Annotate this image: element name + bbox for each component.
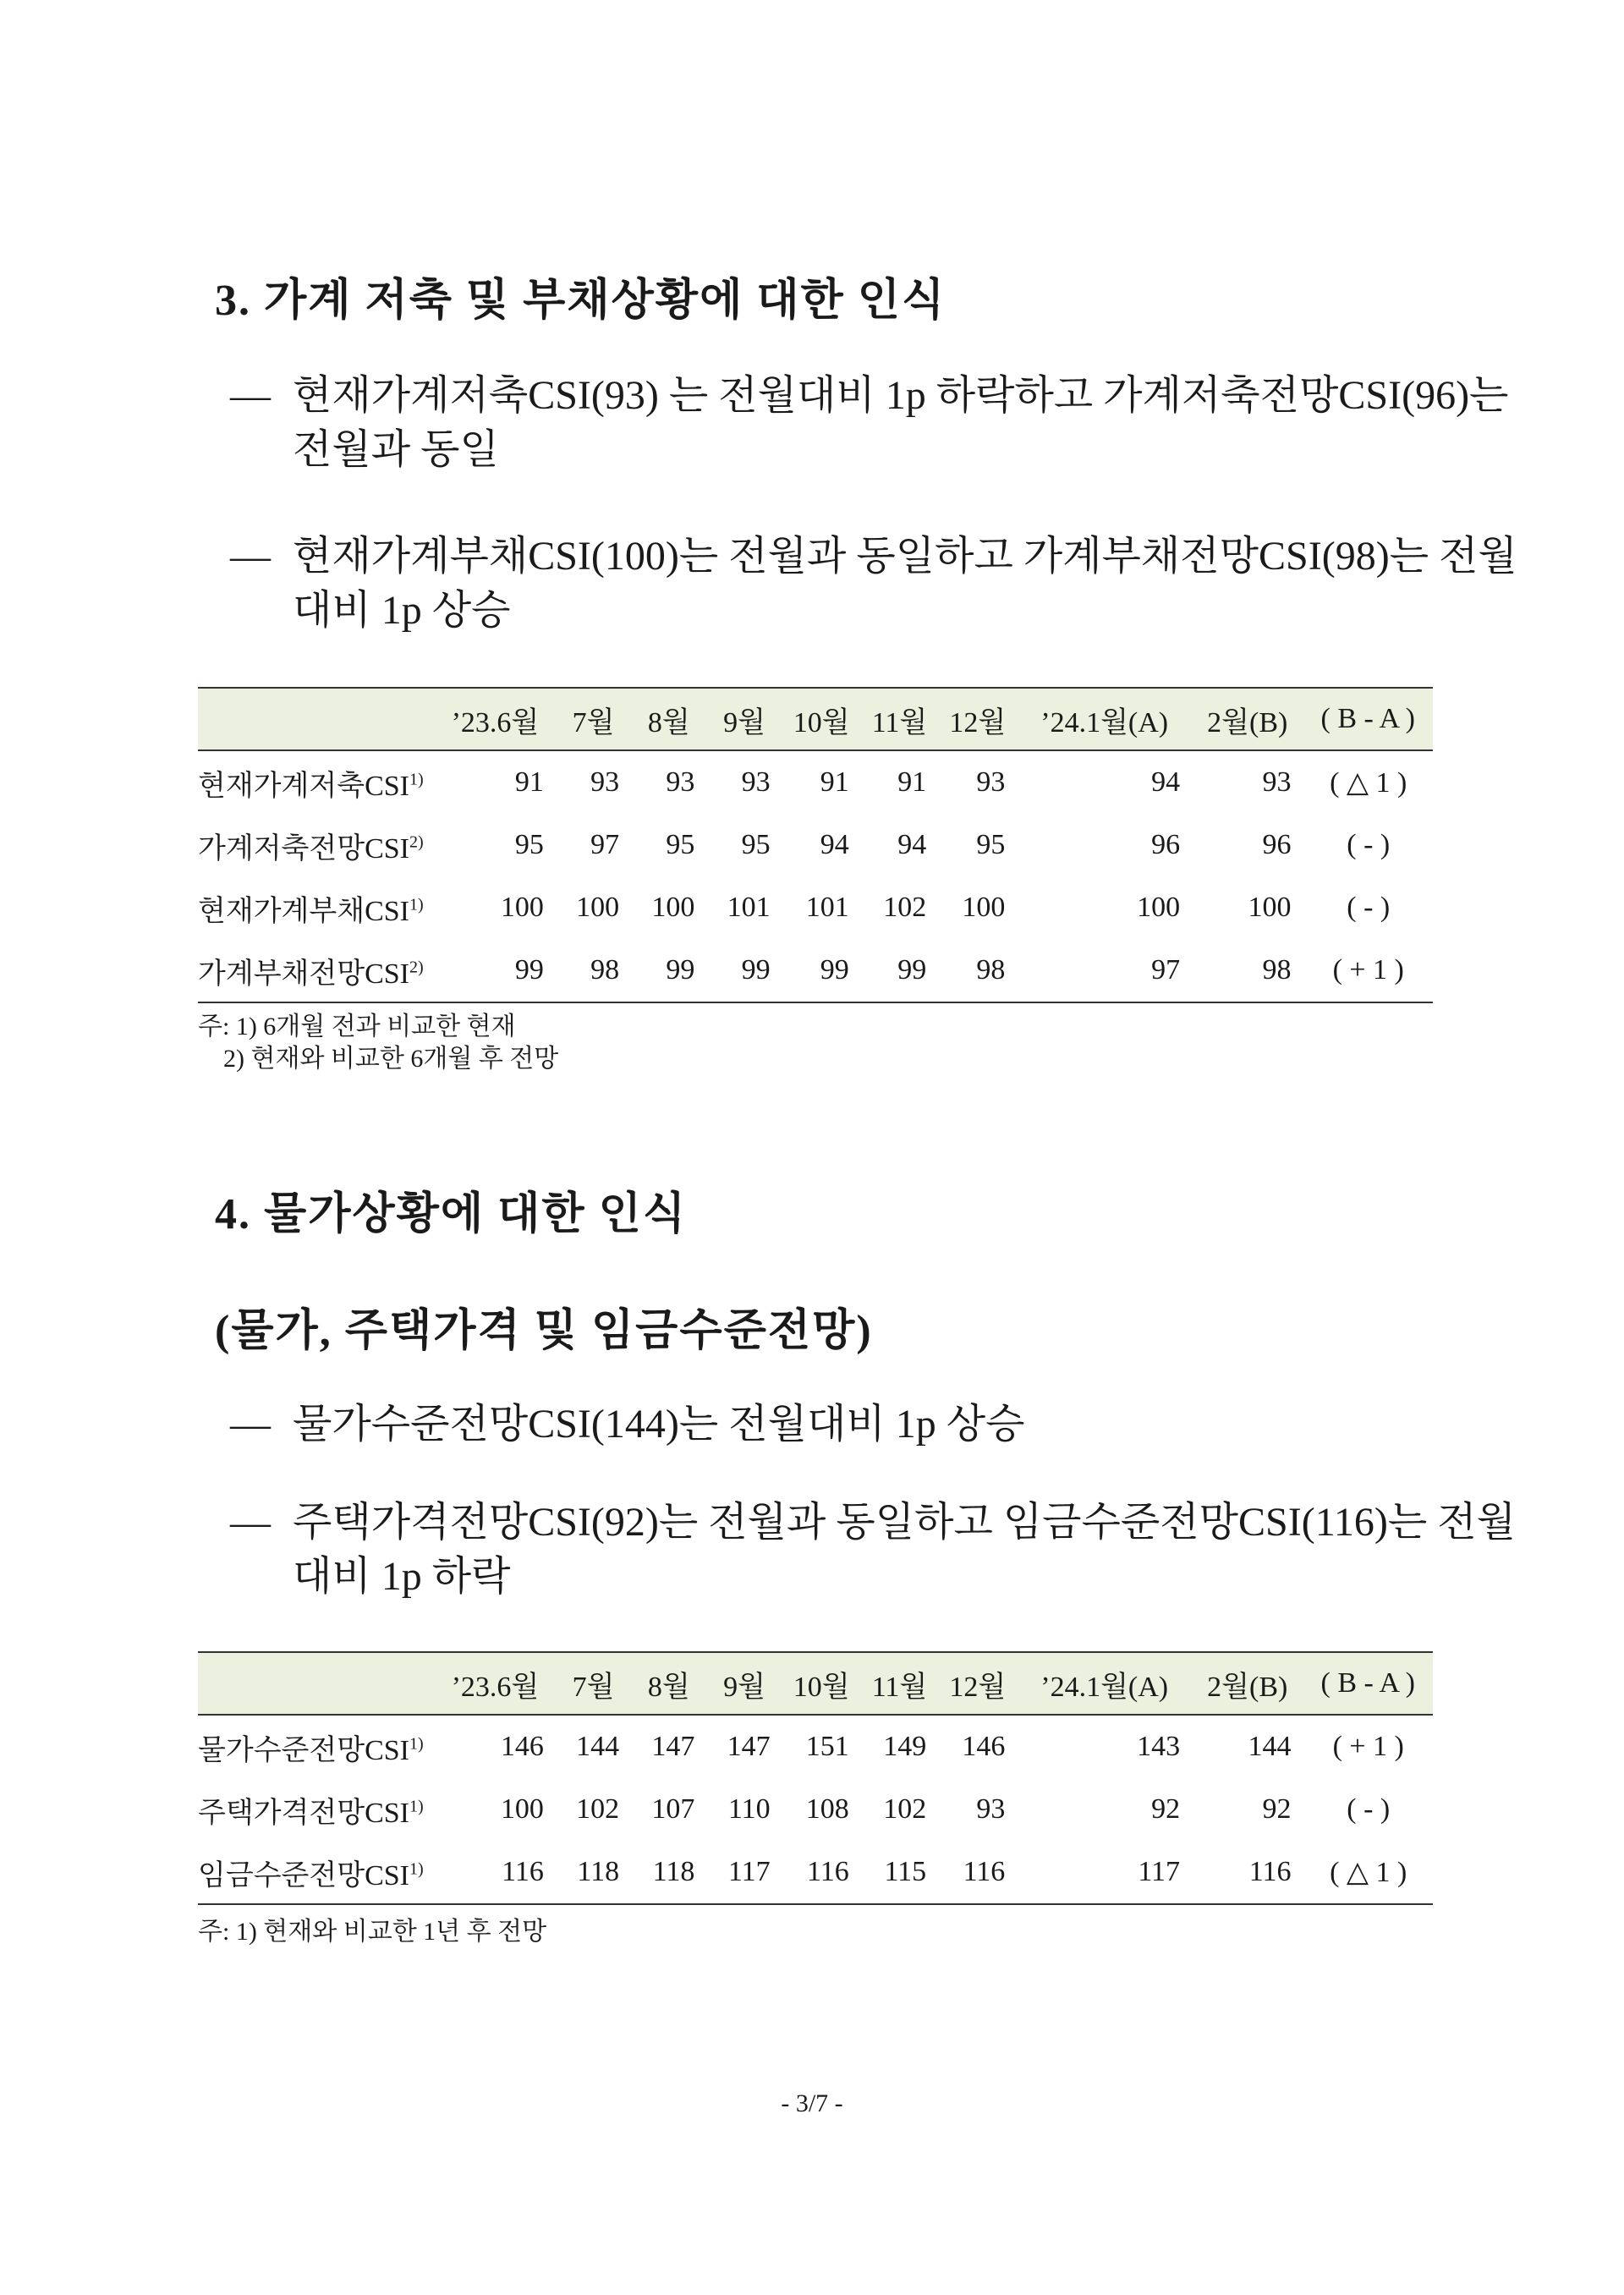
table-cell: 95 xyxy=(514,829,544,860)
diff-cell: ( - ) xyxy=(1347,892,1391,923)
table-cell: 93 xyxy=(976,1793,1006,1825)
bullet-line-1: 주택가격전망CSI(92)는 전월과 동일하고 임금수준전망CSI(116)는 전월 xyxy=(293,1500,1517,1545)
table-note-2: 2) 현재와 비교한 6개월 후 전망 xyxy=(198,1045,559,1073)
header-cell: 10월 xyxy=(782,688,861,750)
table-cell: 92 xyxy=(1151,1793,1181,1825)
table-cell: 100 xyxy=(962,892,1006,923)
table-row xyxy=(198,1778,1433,1841)
table-row xyxy=(198,876,1433,939)
header-cell: ’23.6월 xyxy=(435,1652,556,1715)
bullet-line-1: 현재가계부채CSI(100)는 전월과 동일하고 가계부채전망CSI(98)는 전월 xyxy=(293,534,1517,579)
table-cell: 97 xyxy=(590,829,620,860)
header-cell xyxy=(198,688,435,750)
table-cell: 99 xyxy=(782,939,861,1002)
row-label: 현재가계부채CSI$^{1)}$ xyxy=(198,895,424,927)
table-cell: 91 xyxy=(820,766,849,798)
table-cell: 146 xyxy=(500,1731,544,1762)
header-cell: 9월 xyxy=(706,688,782,750)
table-cell: 94 xyxy=(897,829,927,860)
table-cell: 92 xyxy=(1262,1793,1292,1825)
table-note-1: 주: 1) 현재와 비교한 1년 후 전망 xyxy=(198,1918,547,1946)
bullet-dash: — xyxy=(230,373,271,418)
header-cell: 2월(B) xyxy=(1192,1652,1303,1715)
table-cell: 108 xyxy=(805,1793,849,1825)
table-cell: 100 xyxy=(576,892,620,923)
price-expectation-table xyxy=(198,1651,1433,1905)
table-cell: 147 xyxy=(727,1731,771,1762)
header-cell: 7월 xyxy=(556,1652,631,1715)
bullet-dash: — xyxy=(230,1500,271,1545)
row-label: 주택가격전망CSI$^{1)}$ xyxy=(198,1797,424,1829)
table-cell: 101 xyxy=(805,892,849,923)
diff-cell: ( + 1 ) xyxy=(1332,1731,1404,1762)
table-cell: 144 xyxy=(576,1731,620,1762)
table-cell: 99 xyxy=(631,939,706,1002)
bullet-line-1: 물가수준전망CSI(144)는 전월대비 1p 상승 xyxy=(293,1402,1025,1447)
table-cell: 100 xyxy=(1248,892,1292,923)
table-cell: 102 xyxy=(883,1793,927,1825)
row-label: 물가수준전망CSI$^{1)}$ xyxy=(198,1734,424,1766)
header-cell: 8월 xyxy=(631,1652,706,1715)
table-cell: 93 xyxy=(976,766,1006,798)
table-cell: 116 xyxy=(782,1841,861,1904)
table-cell: 100 xyxy=(500,1793,544,1825)
bullet-line-2: 대비 1p 하락 xyxy=(293,1554,511,1599)
header-cell: 7월 xyxy=(556,688,631,750)
row-label: 가계저축전망CSI$^{2)}$ xyxy=(198,832,424,865)
table-cell: 116 xyxy=(1192,1841,1303,1904)
table-cell: 107 xyxy=(651,1793,695,1825)
section3-bullet-1 xyxy=(230,369,1509,479)
table-cell: 102 xyxy=(883,892,927,923)
table-row xyxy=(198,750,1433,814)
table-cell: 99 xyxy=(861,939,938,1002)
table-row xyxy=(198,939,1433,1002)
table-cell: 116 xyxy=(938,1841,1017,1904)
table-header-row xyxy=(198,688,1433,750)
section3-bullet-2 xyxy=(230,530,1517,640)
diff-cell: ( + 1 ) xyxy=(1303,939,1433,1002)
table-cell: 100 xyxy=(500,892,544,923)
table-cell: 144 xyxy=(1248,1731,1292,1762)
header-cell: 9월 xyxy=(706,1652,782,1715)
bullet-dash: — xyxy=(230,1402,271,1447)
table-cell: 100 xyxy=(651,892,695,923)
table-cell: 91 xyxy=(514,766,544,798)
diff-cell: ( △ 1 ) xyxy=(1330,767,1407,799)
row-label: 가계부채전망CSI$^{2)}$ xyxy=(198,939,435,1002)
header-cell: ’24.1월(A) xyxy=(1017,1652,1192,1715)
header-cell: 12월 xyxy=(938,1652,1017,1715)
table-cell: 146 xyxy=(962,1731,1006,1762)
table-cell: 95 xyxy=(976,829,1006,860)
section4-subtitle: (물가, 주택가격 및 임금수준전망) xyxy=(215,1307,873,1355)
header-cell: ( B - A ) xyxy=(1303,688,1433,750)
header-cell: 11월 xyxy=(861,688,938,750)
table-cell: 95 xyxy=(741,829,771,860)
header-cell: 2월(B) xyxy=(1192,688,1303,750)
section4-title: 4. 물가상황에 대한 인식 xyxy=(215,1190,688,1238)
diff-cell: ( △ 1 ) xyxy=(1303,1841,1433,1904)
table-cell: 101 xyxy=(727,892,771,923)
table-cell: 117 xyxy=(706,1841,782,1904)
header-cell: ’23.6월 xyxy=(435,688,556,750)
table-cell: 118 xyxy=(556,1841,631,1904)
page-number: - 3/7 - xyxy=(781,2089,843,2117)
bullet-dash: — xyxy=(230,534,271,579)
table-cell: 147 xyxy=(651,1731,695,1762)
header-cell: ( B - A ) xyxy=(1303,1652,1433,1715)
row-label: 임금수준전망CSI$^{1)}$ xyxy=(198,1841,435,1904)
table-cell: 115 xyxy=(861,1841,938,1904)
table-cell: 96 xyxy=(1262,829,1292,860)
table-cell: 117 xyxy=(1017,1841,1192,1904)
header-cell: 8월 xyxy=(631,688,706,750)
bullet-line-2: 전월과 동일 xyxy=(293,427,499,472)
table-cell: 151 xyxy=(805,1731,849,1762)
header-cell: 12월 xyxy=(938,688,1017,750)
header-cell: 10월 xyxy=(782,1652,861,1715)
diff-cell: ( - ) xyxy=(1347,1793,1391,1825)
table-cell: 118 xyxy=(631,1841,706,1904)
table-cell: 96 xyxy=(1151,829,1181,860)
table-row xyxy=(198,1841,1433,1904)
table-cell: 94 xyxy=(820,829,849,860)
table-cell: 93 xyxy=(666,766,695,798)
section4-bullet-1 xyxy=(230,1397,1465,1452)
table-header-row xyxy=(198,1652,1433,1715)
table-cell: 95 xyxy=(666,829,695,860)
table-cell: 149 xyxy=(883,1731,927,1762)
table-cell: 143 xyxy=(1137,1731,1181,1762)
bullet-line-1: 현재가계저축CSI(93) 는 전월대비 1p 하락하고 가계저축전망CSI(96)는 xyxy=(293,373,1509,418)
table-cell: 94 xyxy=(1151,766,1181,798)
table-cell: 102 xyxy=(576,1793,620,1825)
table-cell: 93 xyxy=(1262,766,1292,798)
table-cell: 100 xyxy=(1137,892,1181,923)
household-savings-debt-table xyxy=(198,687,1433,1003)
bullet-line-2: 대비 1p 상승 xyxy=(293,588,511,633)
table-note-1: 주: 1) 6개월 전과 비교한 현재 xyxy=(198,1013,516,1040)
table-cell: 98 xyxy=(938,939,1017,1002)
table-cell: 93 xyxy=(741,766,771,798)
table-cell: 99 xyxy=(706,939,782,1002)
table-row xyxy=(198,814,1433,876)
table-cell: 99 xyxy=(435,939,556,1002)
header-cell: ’24.1월(A) xyxy=(1017,688,1192,750)
section4-bullet-2 xyxy=(230,1496,1517,1606)
table-row xyxy=(198,1715,1433,1778)
table-cell: 116 xyxy=(435,1841,556,1904)
table-cell: 110 xyxy=(727,1793,771,1825)
table-cell: 93 xyxy=(590,766,620,798)
table-cell: 98 xyxy=(556,939,631,1002)
diff-cell: ( - ) xyxy=(1347,829,1391,860)
section3-title: 3. 가계 저축 및 부채상황에 대한 인식 xyxy=(215,277,946,325)
table-cell: 91 xyxy=(897,766,927,798)
table-cell: 98 xyxy=(1192,939,1303,1002)
table-cell: 97 xyxy=(1017,939,1192,1002)
row-label: 현재가계저축CSI$^{1)}$ xyxy=(198,770,424,802)
header-cell xyxy=(198,1652,435,1715)
header-cell: 11월 xyxy=(861,1652,938,1715)
